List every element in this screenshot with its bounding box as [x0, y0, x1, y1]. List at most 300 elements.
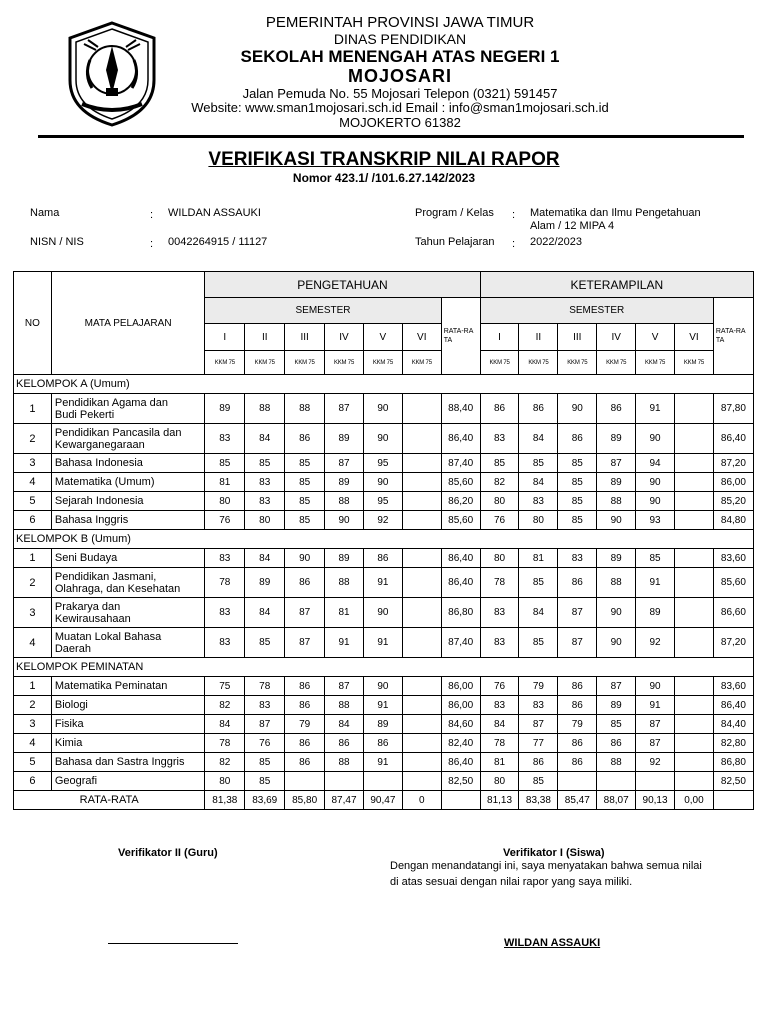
skill-overall-average: [713, 791, 753, 810]
knowledge-semester-average: 87,47: [325, 791, 364, 810]
knowledge-grade: 91: [325, 628, 364, 658]
row-number: 6: [14, 772, 52, 791]
skill-grade: 76: [480, 511, 519, 530]
knowledge-average: 86,40: [441, 424, 480, 454]
table-row: [14, 628, 754, 658]
knowledge-grade: 84: [205, 715, 245, 734]
skill-grade: 92: [636, 628, 675, 658]
table-row: [14, 715, 754, 734]
knowledge-grade: [402, 568, 441, 598]
skill-grade: 90: [597, 598, 636, 628]
subject-name: Bahasa dan Sastra Inggris: [54, 756, 185, 768]
header-semester-skills-6: VI: [674, 324, 713, 351]
skill-grade: 90: [636, 492, 675, 511]
document-number: Nomor 423.1/ /101.6.27.142/2023: [292, 171, 476, 185]
skill-grade: 87: [636, 715, 675, 734]
knowledge-grade: 90: [363, 598, 402, 628]
knowledge-grade: 89: [245, 568, 285, 598]
skill-grade: 89: [597, 549, 636, 568]
knowledge-grade: 82: [205, 696, 245, 715]
knowledge-grade: 84: [245, 598, 285, 628]
statement-line2: di atas sesuai dengan nilai rapor yang saya miliki.: [390, 876, 633, 888]
knowledge-grade: 87: [285, 598, 325, 628]
knowledge-grade: [402, 696, 441, 715]
knowledge-grade: 75: [205, 677, 245, 696]
subject-name: Geografi: [54, 775, 98, 787]
skill-grade: [674, 677, 713, 696]
knowledge-grade: 76: [205, 511, 245, 530]
subject-cell: [51, 598, 205, 628]
row-number: 5: [14, 492, 52, 511]
knowledge-grade: 89: [325, 549, 364, 568]
skill-grade: 80: [480, 492, 519, 511]
subject-name: Kimia: [54, 737, 83, 749]
skill-grade: [674, 394, 713, 424]
skill-grade: 78: [480, 568, 519, 598]
skill-grade: 83: [480, 628, 519, 658]
skill-grade: 89: [636, 598, 675, 628]
skill-grade: [674, 424, 713, 454]
knowledge-grade: [402, 424, 441, 454]
subject-name: Biologi: [54, 699, 88, 711]
skill-grade: [674, 549, 713, 568]
knowledge-grade: 78: [205, 734, 245, 753]
knowledge-grade: 86: [285, 734, 325, 753]
skill-grade: 85: [519, 454, 558, 473]
skill-grade: 85: [636, 549, 675, 568]
skill-grade: [674, 696, 713, 715]
skill-grade: 87: [597, 454, 636, 473]
document-title: VERIFIKASI TRANSKRIP NILAI RAPOR: [208, 149, 560, 170]
knowledge-grade: 83: [245, 492, 285, 511]
subject-name: Fisika: [54, 718, 84, 730]
header-no: NO: [14, 272, 52, 375]
skill-grade: [674, 492, 713, 511]
knowledge-grade: 86: [285, 424, 325, 454]
skill-grade: 90: [636, 473, 675, 492]
knowledge-grade: 91: [363, 628, 402, 658]
knowledge-average: 82,50: [441, 772, 480, 791]
table-row: [14, 598, 754, 628]
table-row: [14, 424, 754, 454]
skill-grade: 87: [558, 628, 597, 658]
skill-average: 86,40: [713, 696, 753, 715]
knowledge-grade: 86: [363, 549, 402, 568]
row-number: 2: [14, 568, 52, 598]
skill-average: 86,80: [713, 753, 753, 772]
skill-grade: 91: [636, 394, 675, 424]
knowledge-grade: 85: [285, 492, 325, 511]
knowledge-grade: 80: [245, 511, 285, 530]
skill-grade: 85: [519, 772, 558, 791]
letterhead-divider: [38, 135, 744, 138]
table-row: [14, 549, 754, 568]
skill-grade: 86: [558, 424, 597, 454]
knowledge-grade: 89: [205, 394, 245, 424]
knowledge-overall-average: [441, 791, 480, 810]
colon: :: [150, 238, 154, 250]
knowledge-grade: [402, 628, 441, 658]
header-kkm-knowledge-4: KKM 75: [325, 351, 364, 375]
knowledge-grade: [402, 715, 441, 734]
skill-average: 87,20: [713, 454, 753, 473]
group-row: [14, 375, 754, 394]
row-number: 4: [14, 473, 52, 492]
knowledge-average: 86,00: [441, 696, 480, 715]
skill-grade: 81: [480, 753, 519, 772]
skill-grade: 83: [519, 492, 558, 511]
skill-grade: 85: [597, 715, 636, 734]
table-row: [14, 511, 754, 530]
knowledge-grade: 89: [325, 473, 364, 492]
table-row: [14, 568, 754, 598]
skill-grade: 85: [558, 473, 597, 492]
skill-grade: 91: [636, 568, 675, 598]
knowledge-average: 85,60: [441, 511, 480, 530]
skill-grade: 85: [480, 454, 519, 473]
skill-grade: 87: [519, 715, 558, 734]
skill-grade: [674, 715, 713, 734]
skill-grade: 90: [636, 677, 675, 696]
knowledge-average: 88,40: [441, 394, 480, 424]
nisn-value: 0042264915 / 11127: [168, 236, 268, 248]
knowledge-grade: 83: [205, 424, 245, 454]
knowledge-grade: 85: [245, 454, 285, 473]
knowledge-grade: 91: [363, 753, 402, 772]
skill-grade: 88: [597, 492, 636, 511]
knowledge-grade: 92: [363, 511, 402, 530]
skill-grade: [674, 772, 713, 791]
skill-grade: [674, 598, 713, 628]
knowledge-grade: 91: [363, 696, 402, 715]
knowledge-grade: 85: [285, 454, 325, 473]
subject-cell: [51, 568, 205, 598]
knowledge-grade: [402, 734, 441, 753]
skill-average: 83,60: [713, 549, 753, 568]
subject-name: Sejarah Indonesia: [54, 495, 144, 507]
subject-name: Daerah: [54, 642, 91, 655]
skill-grade: 86: [519, 394, 558, 424]
group-title: KELOMPOK A (Umum): [14, 375, 754, 394]
skill-grade: 86: [558, 734, 597, 753]
header-semester-skills-2: II: [519, 324, 558, 351]
skill-grade: 83: [480, 424, 519, 454]
knowledge-grade: [285, 772, 325, 791]
skill-average: 85,60: [713, 568, 753, 598]
row-number: 2: [14, 424, 52, 454]
knowledge-average: 87,40: [441, 628, 480, 658]
header-kkm-knowledge-3: KKM 75: [285, 351, 325, 375]
letterhead-postal: MOJOKERTO 61382: [339, 115, 461, 130]
knowledge-grade: 87: [325, 394, 364, 424]
knowledge-grade: 88: [285, 394, 325, 424]
knowledge-grade: 88: [325, 568, 364, 598]
knowledge-grade: 87: [325, 677, 364, 696]
knowledge-grade: [402, 772, 441, 791]
provincial-crest-icon: [62, 20, 162, 128]
subject-cell: [51, 394, 205, 424]
knowledge-grade: 90: [325, 511, 364, 530]
skill-grade: 88: [597, 753, 636, 772]
knowledge-average: 86,80: [441, 598, 480, 628]
header-semester-knowledge-2: II: [245, 324, 285, 351]
subject-name: Matematika Peminatan: [54, 680, 168, 692]
skill-grade: 84: [519, 424, 558, 454]
skill-grade: 89: [597, 473, 636, 492]
knowledge-grade: 80: [205, 492, 245, 511]
knowledge-grade: 89: [325, 424, 364, 454]
skill-grade: 79: [558, 715, 597, 734]
table-row: [14, 753, 754, 772]
skill-grade: 87: [597, 677, 636, 696]
knowledge-grade: 84: [245, 424, 285, 454]
knowledge-grade: 85: [245, 628, 285, 658]
knowledge-grade: 87: [245, 715, 285, 734]
knowledge-grade: 85: [205, 454, 245, 473]
skill-grade: 86: [519, 753, 558, 772]
subject-cell: [51, 454, 205, 473]
skill-grade: 80: [519, 511, 558, 530]
header-semester-skills: SEMESTER: [480, 298, 713, 324]
table-row: [14, 772, 754, 791]
knowledge-grade: 82: [205, 753, 245, 772]
skill-grade: [558, 772, 597, 791]
skill-grade: 94: [636, 454, 675, 473]
subject-name: Pendidikan Jasmani,: [54, 570, 157, 583]
skill-average: 86,40: [713, 424, 753, 454]
average-row-label: RATA-RATA: [14, 791, 205, 810]
knowledge-grade: 79: [285, 715, 325, 734]
subject-cell: [51, 424, 205, 454]
skill-grade: 81: [519, 549, 558, 568]
knowledge-grade: 86: [285, 753, 325, 772]
header-kkm-skills-2: KKM 75: [519, 351, 558, 375]
header-semester-skills-4: IV: [597, 324, 636, 351]
header-semester-knowledge-4: IV: [325, 324, 364, 351]
statement-line1: Dengan menandatangi ini, saya menyatakan bahwa semua nilai: [390, 860, 702, 872]
skill-grade: 90: [597, 628, 636, 658]
skill-average: 84,80: [713, 511, 753, 530]
skill-grade: 87: [636, 734, 675, 753]
subject-name: Budi Pekerti: [54, 408, 115, 421]
row-number: 4: [14, 628, 52, 658]
knowledge-grade: 83: [205, 628, 245, 658]
subject-name: Bahasa Inggris: [54, 514, 129, 526]
subject-name: Kewirausahaan: [54, 612, 131, 625]
header-knowledge: PENGETAHUAN: [205, 272, 480, 298]
skill-grade: 84: [480, 715, 519, 734]
subject-cell: [51, 549, 205, 568]
subject-name: Seni Budaya: [54, 552, 118, 564]
knowledge-grade: 90: [363, 677, 402, 696]
name-label: Nama: [30, 207, 60, 219]
year-value: 2022/2023: [530, 236, 582, 248]
knowledge-grade: [402, 598, 441, 628]
subject-cell: [51, 628, 205, 658]
skill-grade: 82: [480, 473, 519, 492]
skill-grade: 78: [480, 734, 519, 753]
knowledge-grade: 80: [205, 772, 245, 791]
knowledge-grade: [402, 549, 441, 568]
knowledge-grade: 86: [285, 568, 325, 598]
header-kkm-knowledge-5: KKM 75: [363, 351, 402, 375]
skill-grade: [674, 511, 713, 530]
table-row: [14, 473, 754, 492]
header-kkm-knowledge-2: KKM 75: [245, 351, 285, 375]
colon: :: [512, 238, 516, 250]
knowledge-grade: 88: [245, 394, 285, 424]
subject-name: Muatan Lokal Bahasa: [54, 630, 162, 643]
knowledge-grade: 84: [245, 549, 285, 568]
verifier-student-title: Verifikator I (Siswa): [503, 847, 605, 859]
skill-grade: 89: [597, 696, 636, 715]
skill-grade: 86: [558, 677, 597, 696]
skill-grade: 83: [558, 549, 597, 568]
colon: :: [150, 209, 154, 221]
knowledge-grade: 86: [363, 734, 402, 753]
row-number: 1: [14, 677, 52, 696]
skill-grade: 85: [519, 628, 558, 658]
header-subject: MATA PELAJARAN: [51, 272, 205, 375]
row-number: 2: [14, 696, 52, 715]
letterhead-school-name: SEKOLAH MENENGAH ATAS NEGERI 1: [240, 47, 560, 66]
skill-grade: 86: [558, 753, 597, 772]
skill-grade: 79: [519, 677, 558, 696]
knowledge-grade: 81: [325, 598, 364, 628]
year-label: Tahun Pelajaran: [415, 236, 495, 248]
knowledge-grade: [402, 394, 441, 424]
skill-grade: 88: [597, 568, 636, 598]
skill-grade: 89: [597, 424, 636, 454]
knowledge-grade: [402, 753, 441, 772]
knowledge-grade: 90: [363, 424, 402, 454]
program-label: Program / Kelas: [415, 207, 494, 219]
knowledge-grade: 87: [325, 454, 364, 473]
skill-grade: [674, 473, 713, 492]
knowledge-grade: [402, 677, 441, 696]
group-row: [14, 530, 754, 549]
row-number: 1: [14, 549, 52, 568]
skill-grade: 76: [480, 677, 519, 696]
skill-grade: 80: [480, 772, 519, 791]
skill-grade: 83: [480, 598, 519, 628]
knowledge-average: 86,20: [441, 492, 480, 511]
verifier-teacher-title: Verifikator II (Guru): [118, 847, 218, 859]
skill-average: 86,00: [713, 473, 753, 492]
knowledge-grade: 85: [285, 473, 325, 492]
knowledge-grade: [363, 772, 402, 791]
knowledge-grade: [402, 492, 441, 511]
row-number: 3: [14, 715, 52, 734]
knowledge-grade: 95: [363, 492, 402, 511]
row-number: 4: [14, 734, 52, 753]
student-signature-name: WILDAN ASSAUKI: [504, 937, 601, 949]
teacher-signature-line: [108, 943, 238, 944]
header-average-skills: RATA-RA TA: [713, 298, 753, 375]
subject-cell: [51, 677, 205, 696]
skill-grade: [674, 454, 713, 473]
knowledge-grade: 85: [245, 772, 285, 791]
skill-grade: 90: [597, 511, 636, 530]
skill-average: 82,50: [713, 772, 753, 791]
header-semester-knowledge-6: VI: [402, 324, 441, 351]
skill-semester-average: 90,13: [636, 791, 675, 810]
header-kkm-skills-6: KKM 75: [674, 351, 713, 375]
knowledge-grade: 84: [325, 715, 364, 734]
subject-cell: [51, 753, 205, 772]
skill-grade: 85: [519, 568, 558, 598]
skill-average: 85,20: [713, 492, 753, 511]
subject-name: Pendidikan Pancasila dan: [54, 426, 182, 439]
program-value-line1: Matematika dan Ilmu Pengetahuan: [530, 207, 701, 219]
skill-grade: 84: [519, 473, 558, 492]
knowledge-grade: 83: [205, 598, 245, 628]
header-skills: KETERAMPILAN: [480, 272, 753, 298]
subject-cell: [51, 715, 205, 734]
header-semester-skills-5: V: [636, 324, 675, 351]
nisn-label: NISN / NIS: [30, 236, 84, 248]
group-title: KELOMPOK B (Umum): [14, 530, 754, 549]
skill-semester-average: 88,07: [597, 791, 636, 810]
knowledge-grade: [325, 772, 364, 791]
knowledge-grade: 88: [325, 492, 364, 511]
letterhead-address: Jalan Pemuda No. 55 Mojosari Telepon (0321) 591457: [242, 86, 558, 101]
skill-grade: 80: [480, 549, 519, 568]
knowledge-grade: 81: [205, 473, 245, 492]
skill-grade: [674, 753, 713, 772]
knowledge-semester-average: 81,38: [205, 791, 245, 810]
skill-grade: [674, 628, 713, 658]
subject-name: Bahasa Indonesia: [54, 457, 143, 469]
row-number: 1: [14, 394, 52, 424]
knowledge-grade: 86: [325, 734, 364, 753]
skill-average: 82,80: [713, 734, 753, 753]
skill-grade: 84: [519, 598, 558, 628]
header-kkm-knowledge-1: KKM 75: [205, 351, 245, 375]
skill-grade: 93: [636, 511, 675, 530]
knowledge-grade: [402, 511, 441, 530]
group-row: [14, 658, 754, 677]
knowledge-average: 82,40: [441, 734, 480, 753]
knowledge-grade: 83: [205, 549, 245, 568]
skill-grade: 85: [558, 492, 597, 511]
row-number: 3: [14, 598, 52, 628]
knowledge-average: 86,40: [441, 549, 480, 568]
skill-grade: 86: [558, 696, 597, 715]
subject-cell: [51, 772, 205, 791]
skill-average: 86,60: [713, 598, 753, 628]
knowledge-semester-average: 83,69: [245, 791, 285, 810]
knowledge-grade: 86: [285, 696, 325, 715]
knowledge-average: 86,00: [441, 677, 480, 696]
knowledge-average: 87,40: [441, 454, 480, 473]
subject-name: Pendidikan Agama dan: [54, 396, 169, 409]
letterhead-school-city: MOJOSARI: [347, 66, 452, 86]
name-value: WILDAN ASSAUKI: [168, 207, 261, 219]
knowledge-grade: 78: [245, 677, 285, 696]
subject-name: Kewarganegaraan: [54, 438, 145, 451]
knowledge-grade: 95: [363, 454, 402, 473]
program-value-line2: Alam / 12 MIPA 4: [530, 220, 615, 232]
knowledge-average: 86,40: [441, 568, 480, 598]
knowledge-grade: 90: [363, 394, 402, 424]
header-semester-knowledge-5: V: [363, 324, 402, 351]
header-average-knowledge: RATA-RA TA: [441, 298, 480, 375]
skill-grade: 90: [636, 424, 675, 454]
knowledge-average: 85,60: [441, 473, 480, 492]
skill-grade: [636, 772, 675, 791]
knowledge-grade: 89: [363, 715, 402, 734]
